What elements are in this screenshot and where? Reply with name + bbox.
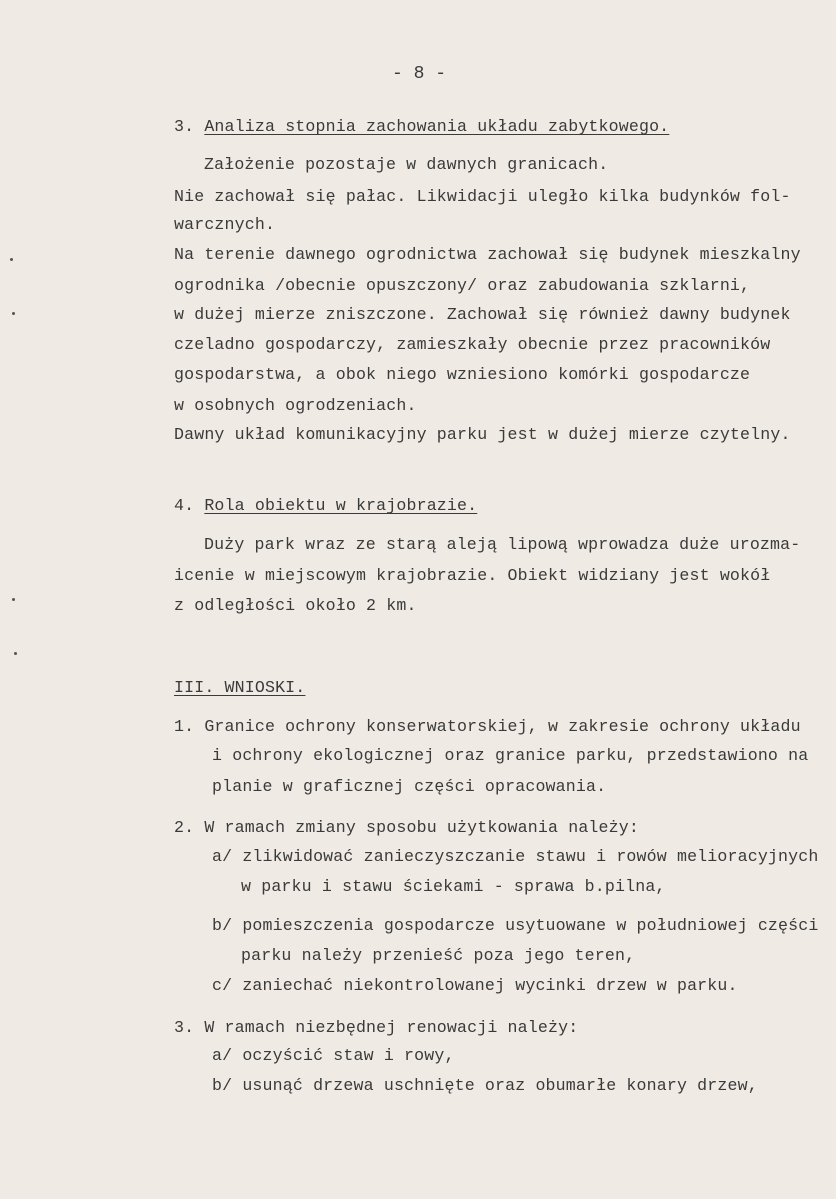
text-line: w parku i stawu ściekami - sprawa b.pilna, (241, 877, 666, 896)
text-line: planie w graficznej części opracowania. (212, 777, 607, 796)
scan-speck (12, 598, 15, 601)
section-3-title (174, 117, 669, 137)
text-line: c/ zaniechać niekontrolowanej wycinki drzew w parku. (212, 976, 738, 995)
text-line: z odległości około 2 km. (174, 596, 417, 615)
text-line: Założenie pozostaje w dawnych granicach. (204, 155, 609, 174)
text-line: warcznych. (174, 215, 276, 234)
text-line: czeladno gospodarczy, zamieszkały obecnie przez pracowników (174, 335, 771, 354)
text-line: Dawny układ komunikacyjny parku jest w dużej mierze czytelny. (174, 425, 791, 444)
page-number: - 8 - (392, 64, 447, 84)
text-line: Duży park wraz ze starą aleją lipową wprowadza duże urozma- (204, 535, 801, 554)
text-line: 2. W ramach zmiany sposobu użytkowania należy: (174, 818, 639, 837)
section-4-number: 4. (174, 496, 195, 515)
text-line: Nie zachował się pałac. Likwidacji uległo kilka budynków fol- (174, 187, 791, 206)
scan-speck (10, 258, 13, 261)
text-line: i ochrony ekologicznej oraz granice parku, przedstawiono na (212, 746, 809, 765)
text-line: 3. W ramach niezbędnej renowacji należy: (174, 1018, 579, 1037)
section-4-heading: Rola obiektu w krajobrazie. (204, 496, 478, 515)
text-line: parku należy przenieść poza jego teren, (241, 946, 636, 965)
text-line: a/ zlikwidować zanieczyszczanie stawu i rowów melioracyjnych (212, 847, 819, 866)
text-line: 1. Granice ochrony konserwatorskiej, w zakresie ochrony układu (174, 717, 801, 736)
text-line: w dużej mierze zniszczone. Zachował się również dawny budynek (174, 305, 791, 324)
section-4-title (174, 496, 477, 516)
section-iii-heading: III. WNIOSKI. (174, 678, 306, 697)
text-line: b/ usunąć drzewa uschnięte oraz obumarłe konary drzew, (212, 1076, 758, 1095)
scan-speck (14, 652, 17, 655)
text-line: Na terenie dawnego ogrodnictwa zachował się budynek mieszkalny (174, 245, 801, 264)
text-line: a/ oczyścić staw i rowy, (212, 1046, 455, 1065)
section-3-number: 3. (174, 117, 195, 136)
text-line: icenie w miejscowym krajobrazie. Obiekt widziany jest wokół (174, 566, 771, 585)
scan-speck (12, 312, 15, 315)
text-line: gospodarstwa, a obok niego wzniesiono komórki gospodarcze (174, 365, 751, 384)
text-line: ogrodnika /obecnie opuszczony/ oraz zabudowania szklarni, (174, 276, 751, 295)
text-line: w osobnych ogrodzeniach. (174, 396, 417, 415)
section-3-heading: Analiza stopnia zachowania układu zabytkowego. (204, 117, 670, 136)
text-line: b/ pomieszczenia gospodarcze usytuowane w południowej części (212, 916, 819, 935)
